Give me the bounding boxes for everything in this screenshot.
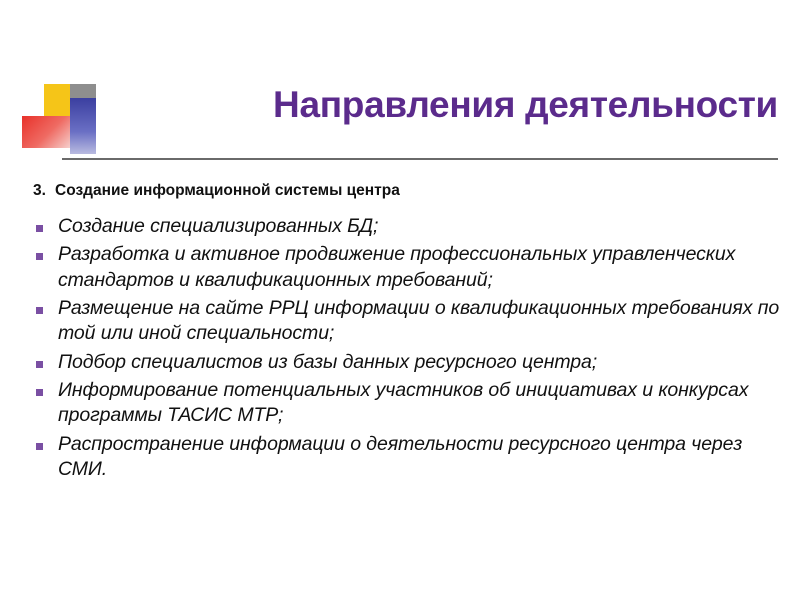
bullet-square-icon	[36, 296, 58, 314]
slide-subtitle	[33, 182, 773, 201]
list-item	[36, 242, 784, 293]
list-item	[36, 296, 784, 347]
list-item-text: Создание специализированных БД;	[58, 215, 379, 237]
list-item	[36, 378, 784, 429]
logo-square-blue-icon	[70, 98, 96, 154]
bullet-square-icon	[36, 350, 58, 368]
list-item-text: Разработка и активное продвижение профессиональных управленческих стандартов и квалификационных требований;	[58, 243, 736, 291]
bullet-list	[36, 214, 784, 485]
bullet-square-icon	[36, 432, 58, 450]
list-item	[36, 432, 784, 483]
subtitle-text: Создание информационной системы центра	[55, 182, 400, 199]
logo-square-yellow-icon	[44, 84, 70, 116]
subtitle-number: 3.	[33, 182, 46, 199]
list-item	[36, 350, 784, 375]
decorative-logo-mark	[22, 84, 102, 164]
logo-square-grey-icon	[70, 84, 96, 98]
list-item-text: Подбор специалистов из базы данных ресурсного центра;	[58, 350, 598, 373]
logo-square-red-icon	[22, 116, 70, 148]
slide-title: Направления деятельности	[273, 84, 778, 125]
bullet-square-icon	[36, 214, 58, 232]
list-item-text: Размещение на сайте РРЦ информации о квалификационных требованиях по той или иной специальности;	[58, 297, 780, 345]
list-item-text: Распространение информации о деятельности ресурсного центра через СМИ.	[58, 432, 743, 481]
bullet-square-icon	[36, 242, 58, 260]
list-item	[36, 214, 784, 239]
bullet-square-icon	[36, 378, 58, 396]
title-divider	[62, 158, 778, 160]
list-item-text: Информирование потенциальных участников об инициативах и конкурсах программы ТАСИС МТР;	[58, 379, 749, 427]
